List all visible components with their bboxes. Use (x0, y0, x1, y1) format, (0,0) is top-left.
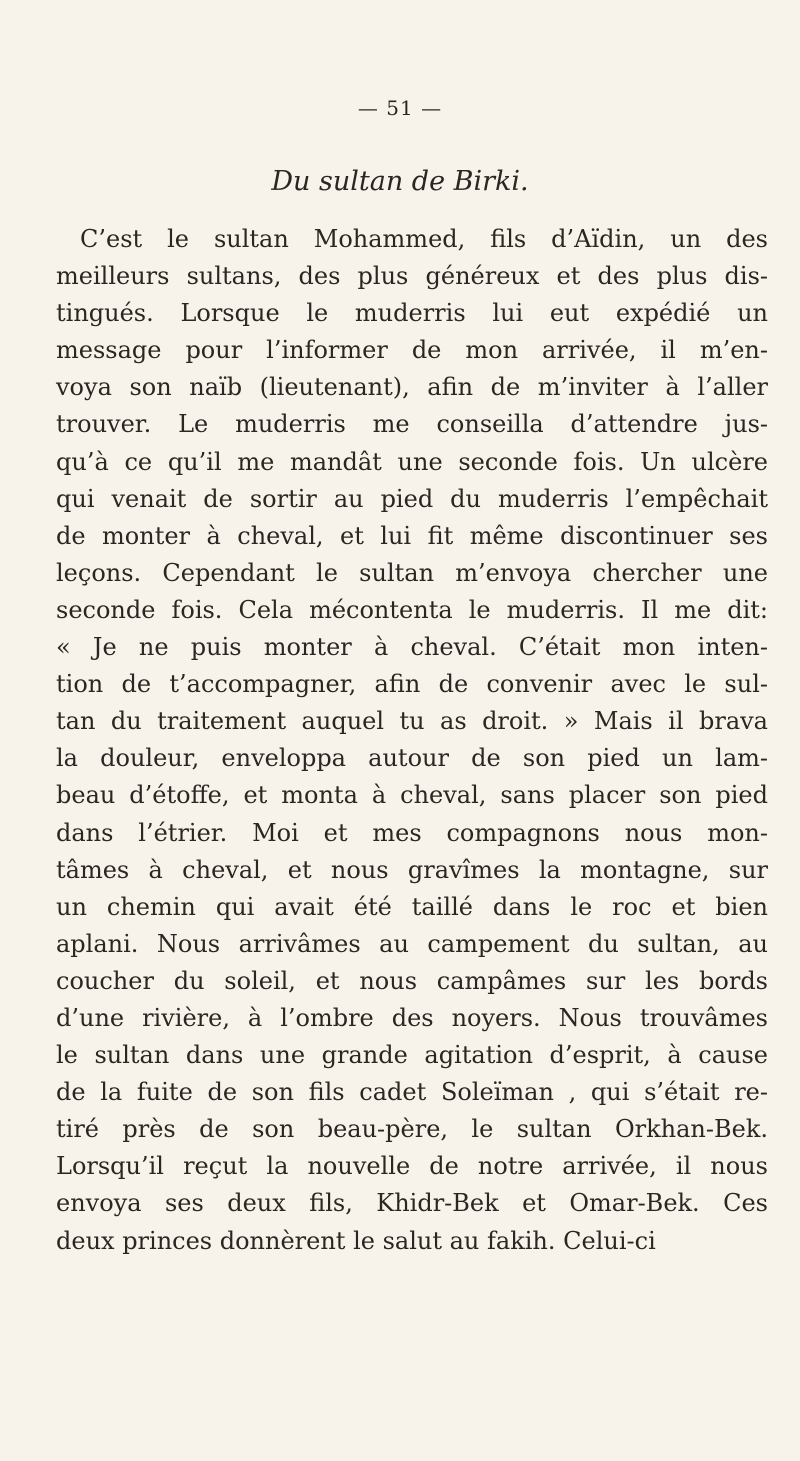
text-line: de la fuite de son fils cadet Soleïman , qui s’était re- (56, 1078, 768, 1107)
text-line: d’une rivière, à l’ombre des noyers. Nous trouvâmes (56, 1003, 768, 1032)
text-line: Lorsqu’il reçut la nouvelle de notre arrivée, il nous (56, 1152, 768, 1181)
body-text (56, 221, 768, 1260)
text-line: deux princes donnèrent le salut au fakih. Celui-ci (56, 1226, 656, 1255)
text-line: C’est le sultan Mohammed, fils d’Aïdin, un des (80, 225, 768, 253)
chapter-title: Du sultan de Birki. (271, 166, 529, 197)
text-line: « Je ne puis monter à cheval. C’était mon inten- (56, 633, 768, 662)
text-line: aplani. Nous arrivâmes au campement du sultan, au (56, 929, 768, 958)
text-line: trouver. Le muderris me conseilla d’attendre jus- (56, 410, 768, 439)
text-line: tan du traitement auquel tu as droit. » Mais il brava (56, 707, 768, 736)
text-line: message pour l’informer de mon arrivée, il m’en- (56, 336, 768, 365)
text-line: la douleur, enveloppa autour de son pied un lam- (56, 744, 768, 773)
page-number: — 51 — (357, 96, 443, 120)
text-line: tingués. Lorsque le muderris lui eut expédié un (56, 299, 768, 328)
text-line: tion de t’accompagner, afin de convenir avec le sul- (56, 670, 768, 699)
text-line: envoya ses deux fils, Khidr-Bek et Omar-Bek. Ces (56, 1189, 768, 1218)
text-line: meilleurs sultans, des plus généreux et des plus dis- (56, 262, 768, 291)
text-line: seconde fois. Cela mécontenta le muderris. Il me dit: (56, 595, 768, 624)
text-line: leçons. Cependant le sultan m’envoya chercher une (56, 558, 768, 587)
text-line: de monter à cheval, et lui fit même discontinuer ses (56, 521, 768, 550)
text-line: voya son naïb (lieutenant), afin de m’inviter à l’aller (56, 373, 768, 402)
text-line: tâmes à cheval, et nous gravîmes la montagne, sur (56, 855, 768, 884)
text-line: beau d’étoffe, et monta à cheval, sans placer son pied (56, 781, 768, 810)
text-line: le sultan dans une grande agitation d’esprit, à cause (56, 1041, 768, 1070)
text-line: dans l’étrier. Moi et mes compagnons nous mon- (56, 818, 768, 847)
text-line: un chemin qui avait été taillé dans le roc et bien (56, 892, 768, 921)
text-line: qu’à ce qu’il me mandât une seconde fois. Un ulcère (56, 447, 768, 476)
text-line: coucher du soleil, et nous campâmes sur les bords (56, 966, 768, 995)
text-line: tiré près de son beau-père, le sultan Orkhan-Bek. (56, 1115, 768, 1144)
text-line: qui venait de sortir au pied du muderris l’empêchait (56, 484, 768, 513)
